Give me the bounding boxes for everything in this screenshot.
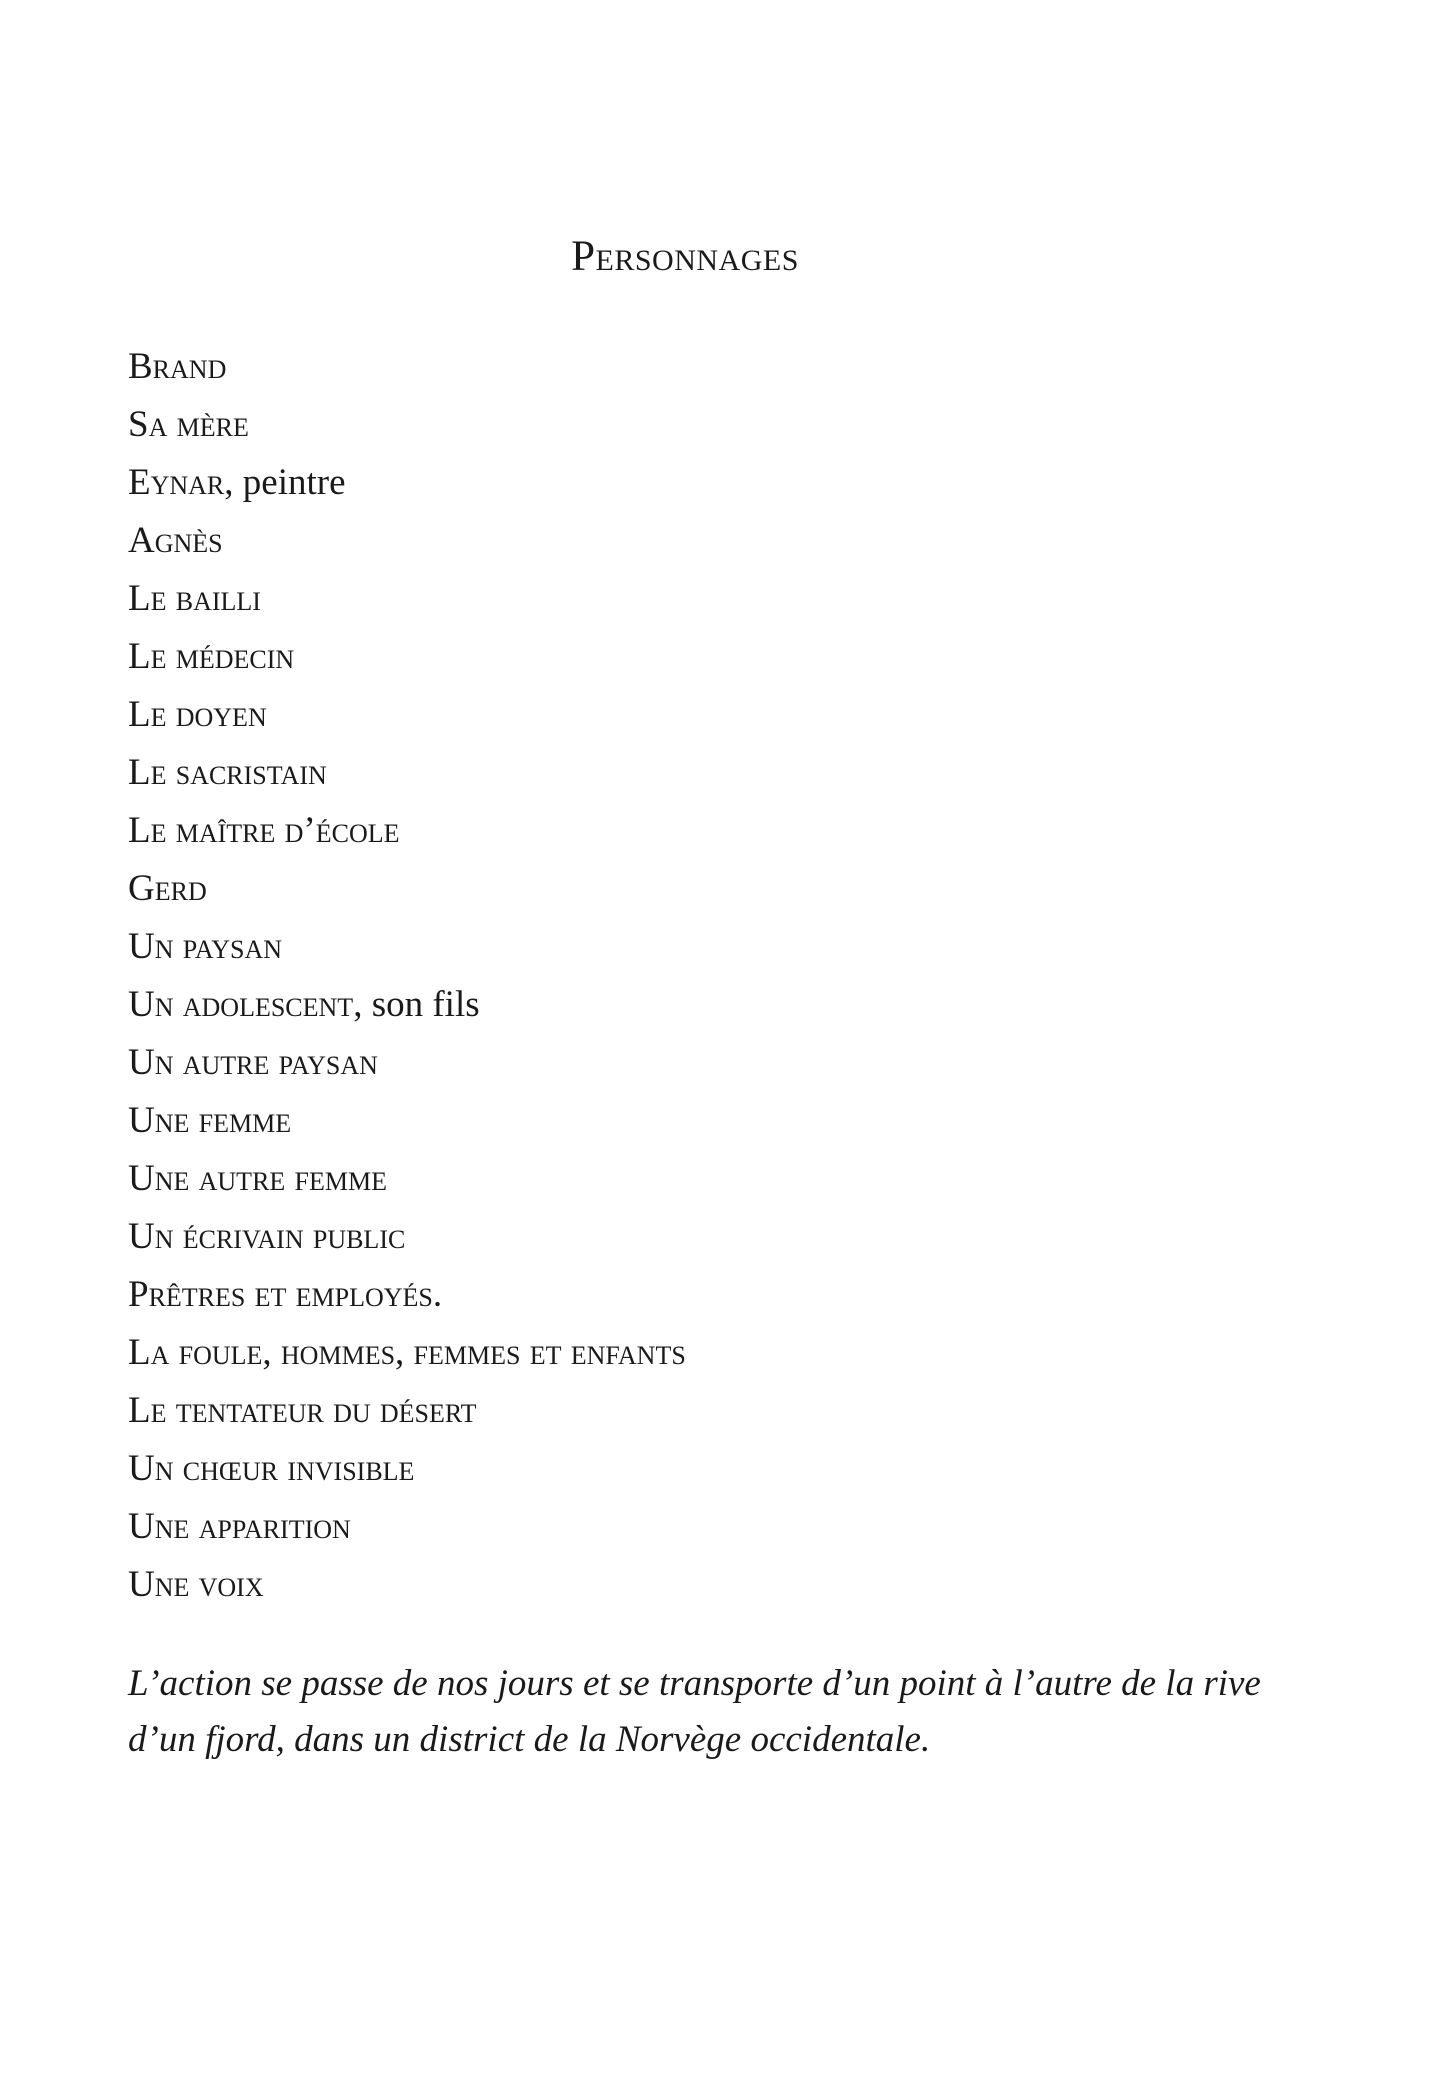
cast-item bbox=[128, 1208, 686, 1266]
cast-item bbox=[128, 1382, 686, 1440]
cast-item bbox=[128, 1498, 686, 1556]
character-description: , son fils bbox=[353, 984, 480, 1025]
cast-item bbox=[128, 1092, 686, 1150]
character-name: Le tentateur du désert bbox=[128, 1390, 477, 1431]
character-name: Un chœur invisible bbox=[128, 1448, 415, 1489]
cast-item bbox=[128, 512, 686, 570]
character-name: La foule, hommes, femmes et enfants bbox=[128, 1332, 686, 1373]
cast-item bbox=[128, 860, 686, 918]
setting-note: L’action se passe de nos jours et se transporte d’un point à l’autre de la rive d’un fjord, dans un district de la Norvège occidentale. bbox=[128, 1663, 1261, 1760]
cast-item bbox=[128, 396, 686, 454]
character-name: Prêtres et employés. bbox=[128, 1274, 443, 1315]
cast-item bbox=[128, 686, 686, 744]
cast-item bbox=[128, 1150, 686, 1208]
cast-item bbox=[128, 744, 686, 802]
character-name: Le médecin bbox=[128, 636, 295, 677]
character-name: Une voix bbox=[128, 1564, 264, 1605]
character-name: Sa mère bbox=[128, 404, 249, 445]
cast-item bbox=[128, 918, 686, 976]
character-description: , peintre bbox=[224, 462, 346, 503]
cast-item bbox=[128, 1440, 686, 1498]
cast-item bbox=[128, 1266, 686, 1324]
character-name: Le doyen bbox=[128, 694, 267, 735]
character-name: Brand bbox=[128, 346, 227, 387]
character-name: Une autre femme bbox=[128, 1158, 387, 1199]
page-title: Personnages bbox=[571, 233, 799, 280]
character-name: Une apparition bbox=[128, 1506, 351, 1547]
character-name: Une femme bbox=[128, 1100, 292, 1141]
cast-item bbox=[128, 802, 686, 860]
cast-item bbox=[128, 338, 686, 396]
cast-item bbox=[128, 1034, 686, 1092]
character-name: Un paysan bbox=[128, 926, 282, 967]
cast-item bbox=[128, 1556, 686, 1614]
character-name: Un adolescent bbox=[128, 984, 354, 1025]
cast-item bbox=[128, 976, 686, 1034]
character-name: Agnès bbox=[128, 520, 223, 561]
character-name: Gerd bbox=[128, 868, 207, 909]
character-name: Le maître d’école bbox=[128, 810, 400, 851]
cast-list bbox=[128, 338, 686, 1614]
character-name: Eynar bbox=[128, 462, 225, 503]
cast-item bbox=[128, 628, 686, 686]
cast-item bbox=[128, 454, 686, 512]
character-name: Le bailli bbox=[128, 578, 261, 619]
cast-item bbox=[128, 1324, 686, 1382]
cast-item bbox=[128, 570, 686, 628]
character-name: Un autre paysan bbox=[128, 1042, 378, 1083]
character-name: Le sacristain bbox=[128, 752, 327, 793]
character-name: Un écrivain public bbox=[128, 1216, 406, 1257]
